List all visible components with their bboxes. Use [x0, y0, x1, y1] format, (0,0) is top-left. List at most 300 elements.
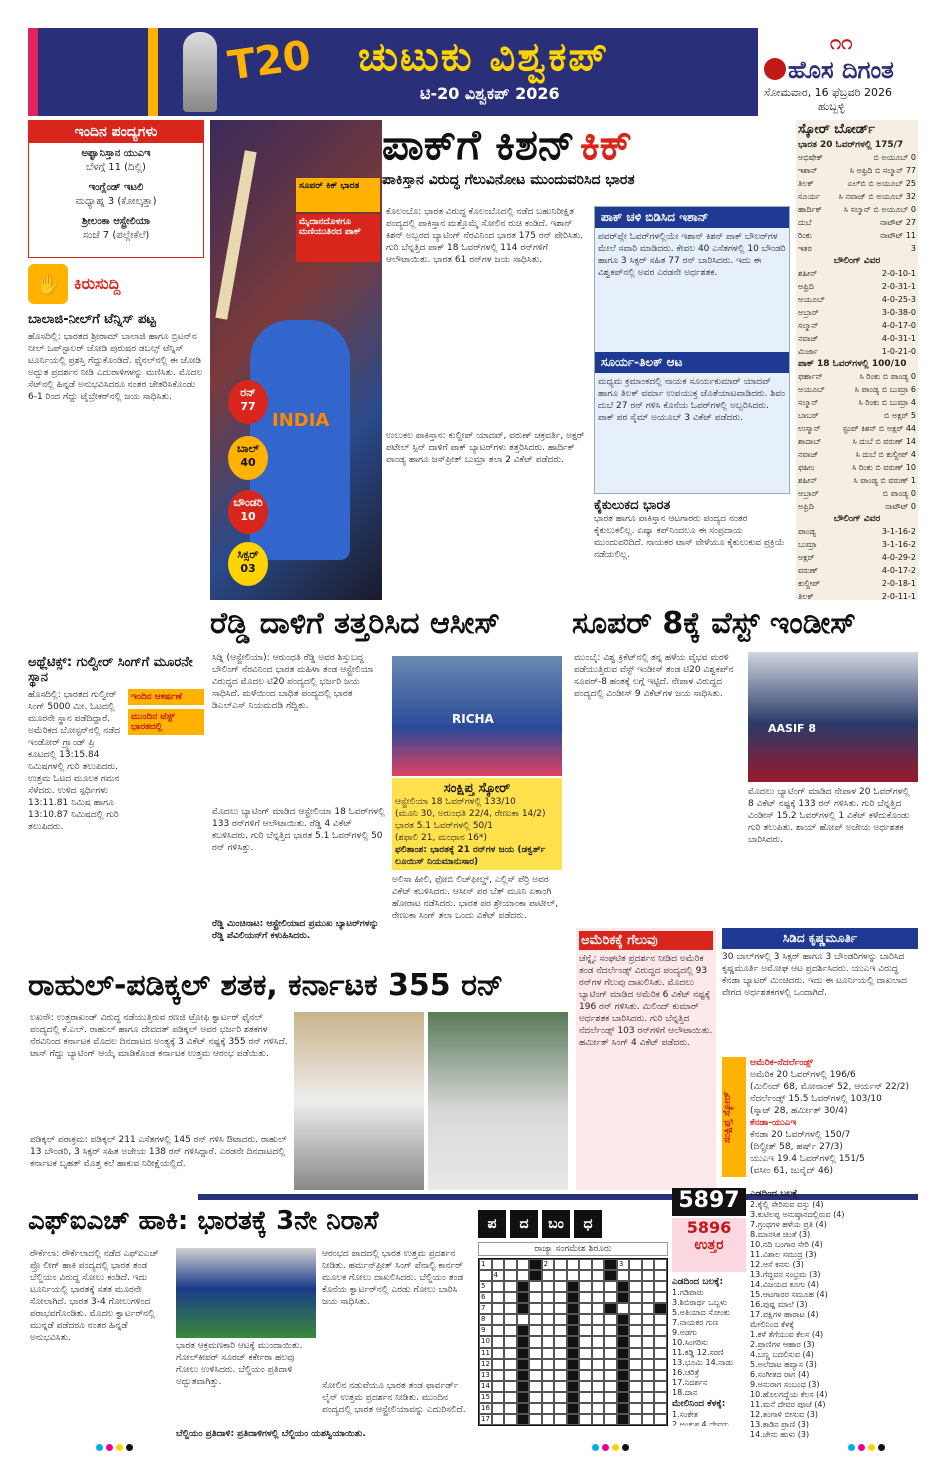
- grid-cell[interactable]: [542, 1381, 555, 1392]
- clue-item: 10.ನದಿ ಬಂಗಾರ ಸೇರಿ (4): [750, 1240, 823, 1249]
- grid-cell[interactable]: [479, 1392, 492, 1403]
- grid-cell[interactable]: [529, 1325, 542, 1336]
- title-letter: ಬಂ: [542, 1210, 570, 1238]
- batting-row: [796, 435, 918, 448]
- grid-number: 2: [543, 1260, 549, 1268]
- grid-cell[interactable]: [654, 1403, 667, 1414]
- grid-cell[interactable]: [617, 1259, 630, 1270]
- grid-cell[interactable]: [542, 1281, 555, 1292]
- grid-cell[interactable]: [554, 1259, 567, 1270]
- grid-number: 5: [481, 1282, 486, 1291]
- grid-cell[interactable]: [629, 1325, 642, 1336]
- hockey-headline-block: [28, 1206, 468, 1246]
- player-name: ಸಲ್ಮಾನ್: [798, 398, 819, 407]
- grid-cell: [567, 1359, 580, 1370]
- grid-cell[interactable]: [542, 1392, 555, 1403]
- grid-cell[interactable]: [529, 1359, 542, 1370]
- grid-cell: [567, 1292, 580, 1303]
- grid-cell[interactable]: [554, 1303, 567, 1314]
- grid-cell[interactable]: [479, 1359, 492, 1370]
- grid-cell[interactable]: [642, 1314, 655, 1325]
- stat-bubble: [228, 380, 268, 424]
- grid-cell[interactable]: [592, 1325, 605, 1336]
- player-name: ನವಾಜ್: [798, 450, 819, 459]
- grid-cell[interactable]: [629, 1281, 642, 1292]
- batting-row: [796, 422, 918, 435]
- grid-cell[interactable]: [542, 1325, 555, 1336]
- grid-cell[interactable]: [479, 1325, 492, 1336]
- stat-label: ಸಿಕ್ಸರ್: [237, 548, 259, 561]
- bowling-row: [796, 332, 918, 345]
- score-title: ಸಂಕ್ಷಿಪ್ತ ಸ್ಕೋರ್: [443, 781, 511, 796]
- grid-cell[interactable]: [629, 1359, 642, 1370]
- stat-bubbles: [228, 380, 272, 600]
- grid-cell[interactable]: [579, 1292, 592, 1303]
- grid-cell[interactable]: [642, 1336, 655, 1347]
- grid-cell: [517, 1359, 530, 1370]
- page-title: ಚುಟುಕು ವಿಶ್ವಕಪ್: [358, 34, 610, 80]
- grid-cell[interactable]: [579, 1259, 592, 1270]
- grid-cell[interactable]: [492, 1281, 505, 1292]
- grid-cell[interactable]: [504, 1325, 517, 1336]
- grid-cell[interactable]: [629, 1270, 642, 1281]
- grid-cell[interactable]: [629, 1314, 642, 1325]
- grid-cell[interactable]: [604, 1325, 617, 1336]
- player-figures: 1-0-21-0: [881, 347, 916, 356]
- grid-cell[interactable]: [554, 1381, 567, 1392]
- grid-cell[interactable]: [492, 1292, 505, 1303]
- grid-cell[interactable]: [492, 1303, 505, 1314]
- grid-cell[interactable]: [592, 1336, 605, 1347]
- print-registration-dots: [848, 1444, 885, 1451]
- grid-cell[interactable]: [529, 1303, 542, 1314]
- grid-cell: [567, 1370, 580, 1381]
- grid-cell[interactable]: [567, 1259, 580, 1270]
- grid-cell[interactable]: [642, 1381, 655, 1392]
- grid-cell[interactable]: [617, 1270, 630, 1281]
- grid-cell[interactable]: [554, 1281, 567, 1292]
- grid-cell[interactable]: [604, 1370, 617, 1381]
- grid-cell[interactable]: [492, 1370, 505, 1381]
- grid-cell[interactable]: [517, 1314, 530, 1325]
- grid-cell[interactable]: [629, 1414, 642, 1425]
- grid-cell[interactable]: [479, 1303, 492, 1314]
- grid-cell[interactable]: [479, 1281, 492, 1292]
- grid-cell[interactable]: [529, 1336, 542, 1347]
- grid-cell[interactable]: [492, 1359, 505, 1370]
- grid-cell[interactable]: [542, 1292, 555, 1303]
- rahul-photo: [294, 1012, 424, 1190]
- clue-item: 2.ಪ್ರಾಣಿಗಳ ಆಹಾರ (3): [750, 1340, 815, 1349]
- clue-item: 13.ಗೆದ್ದವನ ಸಂಭ್ರಮ (3): [750, 1270, 821, 1279]
- stat-value: 77: [240, 400, 256, 413]
- bowling-title: ಬೌಲಿಂಗ್ ವಿವರ: [833, 256, 881, 266]
- grid-cell[interactable]: [529, 1281, 542, 1292]
- grid-cell[interactable]: [642, 1403, 655, 1414]
- grid-cell[interactable]: [604, 1336, 617, 1347]
- grid-cell[interactable]: [579, 1281, 592, 1292]
- grid-cell[interactable]: [642, 1325, 655, 1336]
- clue-item: 1.ಕಳೆ ತೆಗೆಯುವ ಕೆಲಸ (4): [750, 1330, 824, 1339]
- player-name: ಅಭಿಷೇಕ್: [798, 153, 823, 162]
- grid-cell[interactable]: [592, 1281, 605, 1292]
- grid-cell[interactable]: [479, 1314, 492, 1325]
- grid-cell[interactable]: [554, 1370, 567, 1381]
- grid-cell: [517, 1370, 530, 1381]
- grid-cell[interactable]: [592, 1314, 605, 1325]
- clue-item: 17.ನಿದರ್ಶನ: [672, 1378, 708, 1387]
- grid-cell[interactable]: [654, 1359, 667, 1370]
- grid-cell[interactable]: [604, 1314, 617, 1325]
- grid-cell: [567, 1303, 580, 1314]
- grid-cell: [617, 1381, 630, 1392]
- grid-cell[interactable]: [579, 1303, 592, 1314]
- grid-cell[interactable]: [554, 1325, 567, 1336]
- grid-cell[interactable]: [542, 1270, 555, 1281]
- grid-cell[interactable]: [479, 1370, 492, 1381]
- grid-cell[interactable]: [479, 1270, 492, 1281]
- player-name: ಅಯೂಬ್: [798, 385, 825, 394]
- grid-cell[interactable]: [654, 1325, 667, 1336]
- story-headline: ರೆಡ್ಡಿ ದಾಳಿಗೆ ತತ್ತರಿಸಿದ ಆಸೀಸ್: [210, 606, 500, 641]
- grid-cell[interactable]: [604, 1281, 617, 1292]
- grid-cell: [529, 1270, 542, 1281]
- grid-cell[interactable]: [604, 1348, 617, 1359]
- grid-cell[interactable]: [504, 1414, 517, 1425]
- grid-cell[interactable]: [592, 1303, 605, 1314]
- grid-cell[interactable]: [554, 1414, 567, 1425]
- grid-cell[interactable]: [492, 1336, 505, 1347]
- previous-number: 5896: [686, 1218, 732, 1237]
- grid-cell[interactable]: [504, 1314, 517, 1325]
- hand-icon: ✋: [28, 264, 68, 304]
- grid-cell[interactable]: [479, 1381, 492, 1392]
- print-registration-dots: [592, 1444, 629, 1451]
- grid-cell[interactable]: [642, 1292, 655, 1303]
- grid-cell[interactable]: [504, 1281, 517, 1292]
- grid-cell[interactable]: [654, 1414, 667, 1425]
- player-figures: 4-0-17-0: [881, 321, 916, 330]
- player-name: ತಿಲಕ್: [798, 592, 814, 600]
- clue-list: [750, 1200, 918, 1440]
- grid-cell[interactable]: [529, 1392, 542, 1403]
- score-line: ಫಲಿತಾಂಶ: ಭಾರತಕ್ಕೆ 21 ರನ್‌ಗಳ ಜಯ (ಡಕ್ವರ್ತ್ ಲೂಯಿಸ್ ನಿಯಮಾನುಸಾರ): [395, 845, 546, 867]
- grid-cell[interactable]: [642, 1359, 655, 1370]
- score-line: (ವಸೀಂ 61, ಜುನೈದ್ 46): [750, 1166, 834, 1176]
- grid-cell[interactable]: [504, 1270, 517, 1281]
- lead-headline-block: [382, 120, 792, 200]
- short-scores: [722, 1057, 918, 1177]
- grid-cell[interactable]: [579, 1325, 592, 1336]
- story-headline: ಕೈಕುಲುಕದ ಭಾರತ: [594, 498, 671, 513]
- grid-cell[interactable]: [479, 1259, 492, 1270]
- grid-cell[interactable]: [654, 1370, 667, 1381]
- grid-cell[interactable]: [592, 1381, 605, 1392]
- grid-cell[interactable]: [492, 1325, 505, 1336]
- grid-cell[interactable]: [654, 1381, 667, 1392]
- grid-cell[interactable]: [492, 1392, 505, 1403]
- grid-cell[interactable]: [504, 1381, 517, 1392]
- grid-cell[interactable]: [529, 1403, 542, 1414]
- grid-cell[interactable]: [642, 1281, 655, 1292]
- grid-cell[interactable]: [579, 1403, 592, 1414]
- player-name: ಪಾಂಡ್ಯ: [798, 527, 816, 536]
- grid-cell[interactable]: [629, 1370, 642, 1381]
- grid-cell[interactable]: [642, 1259, 655, 1270]
- grid-cell[interactable]: [529, 1314, 542, 1325]
- grid-cell[interactable]: [504, 1370, 517, 1381]
- grid-cell[interactable]: [642, 1370, 655, 1381]
- player-name: ತಿಲಕ್: [798, 179, 814, 188]
- crossword-number: 5897: [672, 1188, 746, 1216]
- batting-row: [796, 474, 918, 487]
- story-body: 30 ಬಾಲ್‌ಗಳಲ್ಲಿ 3 ಸಿಕ್ಸರ್ ಹಾಗೂ 3 ಬೌಂಡರಿಗಳನ್ನು ಬಾರಿಸಿದ ಕೃಷ್ಣಮೂರ್ತಿ ಅಮೋಘ ಆಟ ಪ್ರದರ್ಶಿಸಿದರು. ಯುಎಇ ವಿರುದ್ಧ ಕೆನಡಾ ಬ್ಯಾಟರ್ ಮಿಂಚಿದರು. ಇದು ಈ ಟೂರ್ನಿಯಲ್ಲಿ ದಾಖಲಾದ ವೇಗದ ಅರ್ಧಶತಕಗಳಲ್ಲಿ ಒಂದಾಗಿದೆ.: [722, 952, 907, 998]
- match-teams: ಅಫ್ಘಾನಿಸ್ತಾನ ಯುಎಇ: [81, 148, 151, 159]
- grid-number: 3: [618, 1260, 624, 1268]
- grid-cell[interactable]: [529, 1370, 542, 1381]
- clue-item: 11.ಕಡ್ಡಿ 12.ಸರಣಿ: [672, 1348, 724, 1357]
- grid-cell[interactable]: [492, 1381, 505, 1392]
- grid-cell[interactable]: [654, 1259, 667, 1270]
- masthead-stripe: [28, 28, 38, 116]
- grid-cell[interactable]: [654, 1314, 667, 1325]
- grid-cell[interactable]: [504, 1348, 517, 1359]
- print-registration-dots: [96, 1444, 133, 1451]
- grid-cell: [617, 1370, 630, 1381]
- grid-cell[interactable]: [592, 1348, 605, 1359]
- grid-cell[interactable]: [554, 1392, 567, 1403]
- grid-number: 8: [481, 1315, 486, 1324]
- grid-cell[interactable]: [554, 1403, 567, 1414]
- grid-cell[interactable]: [579, 1359, 592, 1370]
- grid-cell[interactable]: [592, 1259, 605, 1270]
- clue-list: [672, 1288, 746, 1398]
- clue-item: 7.ಗ್ರಂಥಗಳ ಹಳೆಯ ಪ್ರತಿ (4): [750, 1220, 827, 1229]
- grid-cell[interactable]: [479, 1292, 492, 1303]
- clue-item: 3.ಕುಟಿಲಪ್ಪ ಅನುಷ್ಠಾನದಲ್ಲಿರುವ (4): [750, 1210, 845, 1219]
- grid-cell[interactable]: [492, 1414, 505, 1425]
- batting-row: [796, 203, 918, 216]
- stat-value: 10: [240, 510, 256, 523]
- grid-cell[interactable]: [654, 1392, 667, 1403]
- score-line: (ಸ್ಕಾಟ್ 28, ಹರ್ಮೀತ್ 30/4): [750, 1106, 848, 1116]
- grid-cell[interactable]: [542, 1359, 555, 1370]
- grid-cell[interactable]: [504, 1292, 517, 1303]
- grid-cell[interactable]: [592, 1392, 605, 1403]
- grid-cell[interactable]: [592, 1292, 605, 1303]
- kirusuddi-header: [28, 262, 204, 306]
- photo-tag: ಮೈದಾನದೊಳಗೂ ಮಣಿಯುತಿರದ ಪಾಕ್: [296, 214, 380, 262]
- grid-cell[interactable]: [554, 1348, 567, 1359]
- grid-cell[interactable]: [629, 1303, 642, 1314]
- grid-cell[interactable]: [579, 1314, 592, 1325]
- america-box: [576, 928, 716, 1190]
- grid-cell[interactable]: [604, 1414, 617, 1425]
- grid-cell[interactable]: [654, 1292, 667, 1303]
- grid-cell[interactable]: [504, 1359, 517, 1370]
- grid-cell[interactable]: [604, 1359, 617, 1370]
- grid-cell[interactable]: [554, 1270, 567, 1281]
- grid-cell[interactable]: [542, 1414, 555, 1425]
- grid-cell[interactable]: [579, 1370, 592, 1381]
- story-body: ಚೆನ್ನೈ: ಸಂಘಟಿತ ಪ್ರದರ್ಶನ ನೀಡಿದ ಅಮೆರಿಕ ತಂಡ ನೆದರ್ಲೆಂಡ್ಸ್ ವಿರುದ್ಧದ ಪಂದ್ಯದಲ್ಲಿ 93 ರನ್‌ಗಳ ಗೆಲುವು ದಾಖಲಿಸಿತು. ಮೊದಲು ಬ್ಯಾಟಿಂಗ್ ಮಾಡಿದ ಅಮೆರಿಕ 6 ವಿಕೆಟ್ ನಷ್ಟಕ್ಕೆ 196 ರನ್ ಗಳಿಸಿತು. ಮಿಲಿಂದ್ ಕುಮಾರ್ ಅರ್ಧಶತಕ ಬಾರಿಸಿದರು. ಗುರಿ ಬೆನ್ನತ್ತಿದ ನೆದರ್ಲೆಂಡ್ಸ್ 103 ರನ್‌ಗಳಿಗೆ ಆಲೌಟಾಯಿತು. ಹರ್ಮೀತ್ ಸಿಂಗ್ 4 ವಿಕೆಟ್ ಪಡೆದರು.: [579, 954, 713, 1048]
- title-letter: ಧ: [574, 1210, 602, 1238]
- grid-cell[interactable]: [604, 1403, 617, 1414]
- page-number: ೧೧: [830, 30, 853, 54]
- grid-cell[interactable]: [592, 1359, 605, 1370]
- grid-cell[interactable]: [529, 1381, 542, 1392]
- grid-cell[interactable]: [579, 1414, 592, 1425]
- player-name: ಅಕ್ಷರ್: [798, 553, 815, 562]
- bowling-title: ಬೌಲಿಂಗ್ ವಿವರ: [833, 514, 881, 524]
- grid-cell[interactable]: [629, 1392, 642, 1403]
- grid-cell[interactable]: [479, 1336, 492, 1347]
- score-line: (ದಿಲ್ಪ್ರೀತ್ 58, ಹರ್ಷ್ 27/3): [750, 1142, 843, 1152]
- grid-cell: [617, 1336, 630, 1347]
- clue-item: 1.ಗಡಿಪಾರು: [672, 1288, 704, 1297]
- bowling-row: [796, 590, 918, 600]
- clue-item: 6.ಸಂಗೀತದ ರಾಗ (4): [750, 1370, 810, 1379]
- grid-cell[interactable]: [529, 1414, 542, 1425]
- grid-cell[interactable]: [554, 1359, 567, 1370]
- grid-cell[interactable]: [479, 1348, 492, 1359]
- grid-number: 7: [481, 1304, 486, 1313]
- grid-cell[interactable]: [629, 1348, 642, 1359]
- grid-cell[interactable]: [567, 1270, 580, 1281]
- grid-cell[interactable]: [642, 1303, 655, 1314]
- grid-cell[interactable]: [654, 1348, 667, 1359]
- grid-cell[interactable]: [529, 1292, 542, 1303]
- lead-body: ಕೊಲಂಬೊ: ಭಾರತ ವಿರುದ್ಧ ಕೊಲಂಬೊದಲ್ಲಿ ನಡೆದ ಬಹುನಿರೀಕ್ಷಿತ ಪಂದ್ಯದಲ್ಲಿ ಪಾಕಿಸ್ತಾನ ಮತ್ತೊಮ್ಮೆ ಸೋಲಿನ ರುಚಿ ಕಂಡಿದೆ. ಇಶಾನ್ ಕಿಶನ್ ಅಬ್ಬರದ ಬ್ಯಾಟಿಂಗ್ ನೆರವಿನಿಂದ ಭಾರತ 175 ರನ್ ಪೇರಿಸಿತು. ಗುರಿ ಬೆನ್ನತ್ತಿದ ಪಾಕ್ 18 ಓವರ್‌ಗಳಲ್ಲಿ 114 ರನ್‌ಗಳಿಗೆ ಆಲೌಟಾಯಿತು. ಭಾರತ 61 ರನ್‌ಗಳ ಜಯ ಸಾಧಿಸಿತು.: [386, 207, 584, 265]
- batting-row: [796, 370, 918, 383]
- player-figures: ಎಲ್‌ಬಿ ಬಿ ಅಯೂಬ್ 25: [847, 179, 916, 188]
- clue-item: 15.ಆಟಗಾರರ ಸಮೂಹ (4): [750, 1290, 828, 1299]
- player-name: ರಿಂಕು: [798, 231, 812, 240]
- news-headline: ಬಾಲಾಜಿ-ನೀಲ್‌ಗೆ ಟೆನ್ನಿಸ್ ಪಟ್ಟ: [28, 312, 156, 327]
- stat-value: 40: [240, 456, 256, 469]
- grid-cell[interactable]: [579, 1270, 592, 1281]
- player-name: ಇಶಾನ್: [798, 166, 818, 175]
- grid-cell[interactable]: [592, 1370, 605, 1381]
- grid-cell[interactable]: [592, 1403, 605, 1414]
- grid-cell[interactable]: [492, 1348, 505, 1359]
- grid-cell: [567, 1314, 580, 1325]
- stat-label: ಬೌಂಡರಿ: [233, 496, 263, 509]
- grid-cell[interactable]: [504, 1259, 517, 1270]
- grid-cell[interactable]: [492, 1270, 505, 1281]
- player-figures: ಸಿ ರಿಂಕು ಬಿ ವರುಣ್ 10: [852, 463, 916, 472]
- grid-cell[interactable]: [654, 1281, 667, 1292]
- grid-cell[interactable]: [542, 1336, 555, 1347]
- bowling-row: [796, 267, 918, 280]
- batting-row: [796, 500, 918, 513]
- grid-cell[interactable]: [592, 1414, 605, 1425]
- grid-cell[interactable]: [542, 1348, 555, 1359]
- grid-cell[interactable]: [542, 1314, 555, 1325]
- player-name: ಮಿರ್ಜಾ: [798, 347, 818, 356]
- grid-cell[interactable]: [492, 1403, 505, 1414]
- grid-cell[interactable]: [579, 1381, 592, 1392]
- crossword-theme: ರಾಜ್ಯಾ ಸಂಗಮೇಶ ಶಿರೂರು: [478, 1242, 668, 1256]
- grid-cell[interactable]: [504, 1403, 517, 1414]
- grid-number: 10: [481, 1337, 490, 1346]
- grid-cell[interactable]: [579, 1348, 592, 1359]
- grid-cell[interactable]: [542, 1370, 555, 1381]
- grid-cell[interactable]: [504, 1336, 517, 1347]
- grid-cell[interactable]: [504, 1303, 517, 1314]
- clue-item: 10.ಸಿಂಗರಿಸು: [672, 1338, 708, 1347]
- grid-cell[interactable]: [579, 1392, 592, 1403]
- hockey-photo: [176, 1248, 316, 1338]
- side-label: ಸಂಕ್ಷಿಪ್ತ ಸ್ಕೋರ್: [722, 1057, 746, 1177]
- clue-item: 1.ಸಂಕೇತ: [672, 1410, 698, 1419]
- bowling-row: [796, 538, 918, 551]
- grid-cell[interactable]: [629, 1403, 642, 1414]
- player-name: ಉಸ್ಮಾನ್: [798, 424, 821, 433]
- lead-headline-accent: ಕಿಕ್: [580, 120, 633, 169]
- grid-cell[interactable]: [604, 1392, 617, 1403]
- grid-cell[interactable]: [542, 1403, 555, 1414]
- grid-cell[interactable]: [517, 1259, 530, 1270]
- grid-cell[interactable]: [592, 1270, 605, 1281]
- title-letter: ಪ: [478, 1210, 506, 1238]
- grid-cell[interactable]: [629, 1259, 642, 1270]
- player-figures: 3-0-38-0: [881, 308, 916, 317]
- grid-cell[interactable]: [529, 1348, 542, 1359]
- aussies-photo: [392, 656, 562, 776]
- player-name: ಶಾದಾಬ್: [798, 437, 822, 446]
- story-body: ಸೋಲಿನ ನಡುವೆಯೂ ಭಾರತ ತಂಡ ಫಾರ್ವರ್ಡ್ ಲೈನ್ ಉತ್ತಮ ಪ್ರದರ್ಶನ ನೀಡಿತು. ಮುಂದಿನ ಪಂದ್ಯದಲ್ಲಿ ಭಾರತ ಆಸ್ಟ್ರೇಲಿಯಾವನ್ನು ಎದುರಿಸಲಿದೆ.: [322, 1381, 466, 1415]
- grid-cell[interactable]: [642, 1348, 655, 1359]
- padikkal-photo: [428, 1012, 568, 1190]
- player-name: ಬಾಬರ್: [798, 411, 819, 420]
- grid-number: 16: [481, 1403, 490, 1412]
- grid-cell[interactable]: [642, 1414, 655, 1425]
- grid-cell[interactable]: [479, 1414, 492, 1425]
- crossword-grid[interactable]: [478, 1258, 668, 1426]
- player-figures: ಬಿ ಪಾಂಡ್ಯ 0: [882, 489, 916, 498]
- story-body: ಅಲಿಸಾ ಹೀಲಿ, ಫೋಬಿ ಲಿಚ್‌ಫೀಲ್ಡ್, ಎಲ್ಲಿಸ್ ಪೆರ್ರಿ ಅವರ ವಿಕೆಟ್ ಕಬಳಿಸಿದರು. ಆಸೀಸ್ ಪರ ಬೆತ್ ಮೂನಿ ಏಕಾಂಗಿ ಹೋರಾಟ ನಡೆಸಿದರು. ಭಾರತ ಪರ ಶ್ರೇಯಾಂಕಾ ಪಾಟೀಲ್, ರೇಣುಕಾ ಸಿಂಗ್ ತಲಾ ಒಂದು ವಿಕೆಟ್ ಪಡೆದರು.: [392, 875, 558, 921]
- grid-cell[interactable]: [554, 1336, 567, 1347]
- grid-cell[interactable]: [629, 1292, 642, 1303]
- grid-cell[interactable]: [629, 1381, 642, 1392]
- grid-cell[interactable]: [654, 1336, 667, 1347]
- grid-cell[interactable]: [504, 1392, 517, 1403]
- grid-cell[interactable]: [604, 1292, 617, 1303]
- clue-item: 12.ತಂಗಾಳಿ ಬೀಸುವ (3): [750, 1410, 819, 1419]
- grid-cell[interactable]: [517, 1270, 530, 1281]
- news-headline: ಅಥ್ಲೆಟಿಕ್ಸ್: ಗುಲ್ವೀರ್ ಸಿಂಗ್‌ಗೆ ಮೂರನೇ ಸ್ಥಾನ: [28, 655, 193, 685]
- grid-cell[interactable]: [554, 1292, 567, 1303]
- grid-cell[interactable]: [579, 1336, 592, 1347]
- grid-cell: [517, 1336, 530, 1347]
- grid-cell[interactable]: [479, 1403, 492, 1414]
- grid-cell[interactable]: [542, 1259, 555, 1270]
- clue-item: 2.ಕೈಲ್ಲಿ ಸೇರಿಸುವ ವಸ್ತು (4): [750, 1200, 824, 1209]
- grid-cell[interactable]: [604, 1381, 617, 1392]
- grid-cell[interactable]: [642, 1392, 655, 1403]
- grid-cell[interactable]: [654, 1270, 667, 1281]
- grid-cell[interactable]: [492, 1259, 505, 1270]
- grid-cell[interactable]: [617, 1303, 630, 1314]
- grid-cell[interactable]: [629, 1336, 642, 1347]
- grid-cell[interactable]: [542, 1303, 555, 1314]
- grid-cell[interactable]: [642, 1270, 655, 1281]
- player-figures: 2-0-11-1: [881, 592, 916, 600]
- score-title: ಕೆನಡಾ-ಯುಎಇ: [750, 1118, 797, 1128]
- grid-cell[interactable]: [492, 1314, 505, 1325]
- grid-cell[interactable]: [554, 1314, 567, 1325]
